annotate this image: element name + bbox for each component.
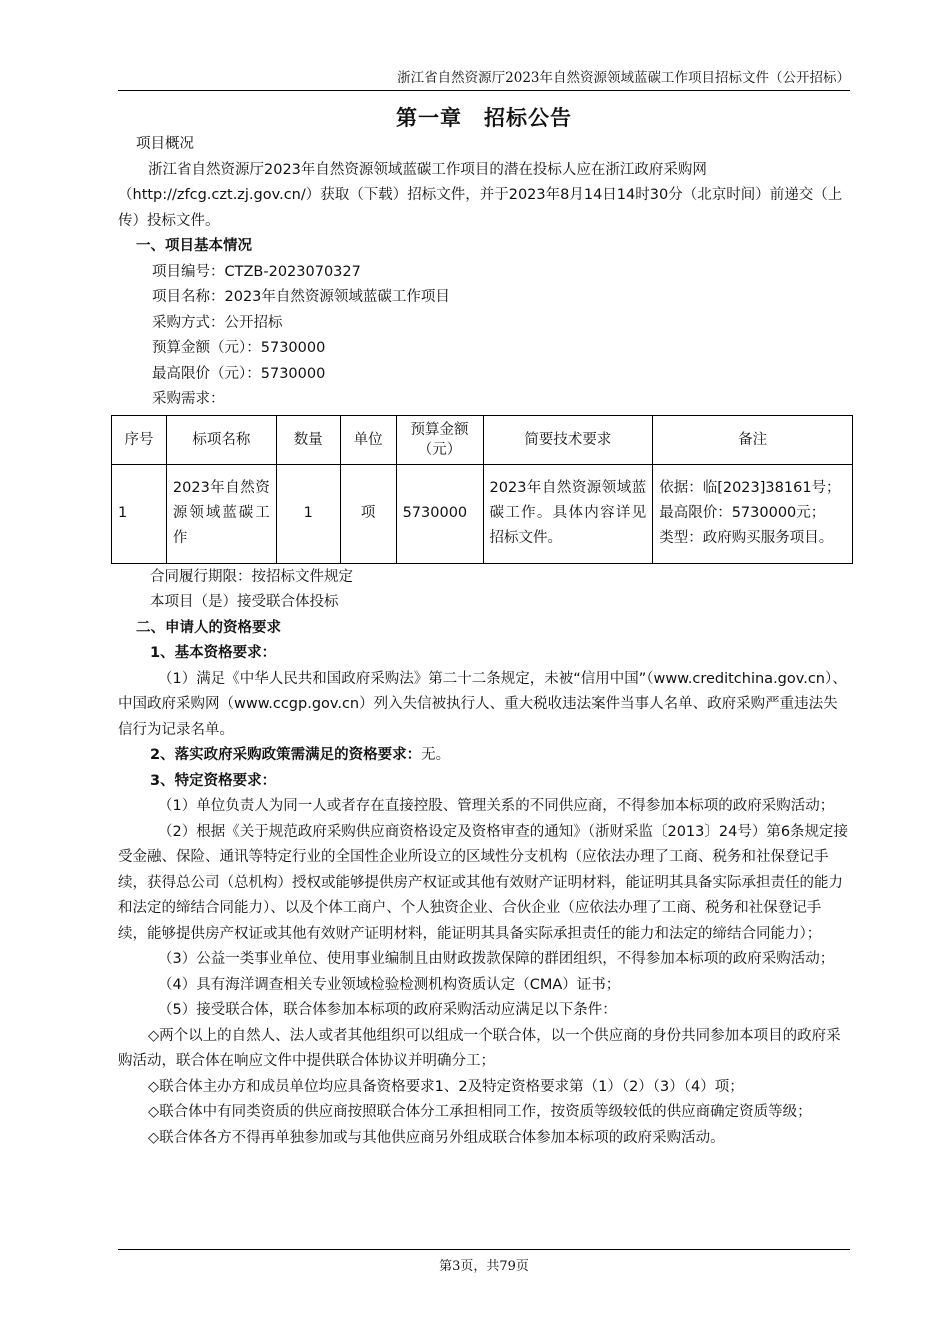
document-body [118, 132, 850, 1151]
table-row [112, 464, 853, 563]
consortium-condition: ◇联合体各方不得再单独参加或与其他供应商另外组成联合体参加本标项的政府采购活动。 [148, 1129, 725, 1146]
cell-budget: 5730000 [396, 464, 483, 563]
special-qual-item: （2）根据《关于规范政府采购供应商资格设定及资格审查的通知》（浙财采监〔2013〕24号）第6条规定接受金融、保险、通讯等特定行业的全国性企业所设立的区域性分支机构（应依法办理了工商、税务和社保登记手续，获得总公司（总机构）授权或能够提供房产权证或其他有效财产证明材料，能证明其具备实际承担责任的能力和法定的缔结合同能力）、以及个体工商户、个人独资企业、合伙企业（应依法办理了工商、税务和社保登记手续，能够提供房产权证或其他有效财产证明材料，能证明其具备实际承担责任的能力和法定的缔结合同能力）； [118, 823, 849, 942]
field-budget: 预算金额（元）：5730000 [152, 340, 326, 356]
special-qual-item: （5）接受联合体，联合体参加本标项的政府采购活动应满足以下条件： [158, 1002, 617, 1018]
col-header: 序号 [112, 415, 167, 464]
page-header: 浙江省自然资源厅2023年自然资源领域蓝碳工作项目招标文件（公开招标） [118, 66, 850, 91]
field-project-no: 项目编号：CTZB-2023070327 [152, 263, 361, 280]
contract-term: 合同履行期限：按招标文件规定 [150, 568, 353, 585]
consortium-note: 本项目（是）接受联合体投标 [150, 594, 339, 610]
policy-qual-value: 无。 [421, 747, 451, 763]
field-project-name: 项目名称：2023年自然资源领域蓝碳工作项目 [152, 289, 450, 305]
cell-no: 1 [112, 464, 167, 563]
overview-heading: 项目概况 [136, 136, 194, 152]
field-max-price: 最高限价（元）：5730000 [152, 365, 326, 382]
cell-remark [653, 464, 853, 563]
col-header: 标项名称 [166, 415, 276, 464]
cell-qty: 1 [276, 464, 340, 563]
table-header-row [112, 415, 853, 464]
chapter-title: 第一章 招标公告 [396, 106, 572, 130]
consortium-condition: ◇联合体主办方和成员单位均应具备资格要求1、2及特定资格要求第（1）（2）（3）（4）项； [148, 1078, 744, 1095]
consortium-condition: ◇两个以上的自然人、法人或者其他组织可以组成一个联合体，以一个供应商的身份共同参加本项目的政府采购活动，联合体在响应文件中提供联合体协议并明确分工； [118, 1027, 841, 1069]
policy-qual-heading: 2、落实政府采购政策需满足的资格要求： [150, 747, 422, 763]
overview-text: 浙江省自然资源厅2023年自然资源领域蓝碳工作项目的潜在投标人应在浙江政府采购网（http://zfcg.czt.zj.gov.cn/）获取（下载）招标文件，并于2023年8月14日14时30分（北京时间）前递交（上传）投标文件。 [118, 161, 843, 229]
col-header: 简要技术要求 [483, 415, 653, 464]
col-header: 数量 [276, 415, 340, 464]
col-header: 预算金额（元） [396, 415, 483, 464]
basic-qual-heading: 1、基本资格要求： [150, 645, 277, 661]
special-qual-item: （3）公益一类事业单位、使用事业编制且由财政拨款保障的群团组织，不得参加本标项的政府采购活动； [158, 951, 835, 967]
cell-tech: 2023年自然资源领域蓝碳工作。具体内容详见招标文件。 [483, 464, 653, 563]
remark-max-price: 最高限价：5730000元； [659, 505, 826, 521]
special-qual-item: （4）具有海洋调查相关专业领域检验检测机构资质认定（CMA）证书； [158, 976, 621, 993]
remark-type: 类型：政府购买服务项目。 [659, 530, 834, 546]
col-header: 备注 [653, 415, 853, 464]
consortium-condition: ◇联合体中有同类资质的供应商按照联合体分工承担相同工作，按资质等级较低的供应商确定资质等级； [148, 1104, 812, 1120]
col-header: 单位 [340, 415, 396, 464]
page-footer: 第3页，共79页 [118, 1249, 850, 1274]
section1-heading: 一、项目基本情况 [136, 238, 252, 254]
policy-qual [118, 743, 850, 769]
special-qual-item: （1）单位负责人为同一人或者存在直接控股、管理关系的不同供应商，不得参加本标项的政府采购活动； [158, 798, 835, 814]
remark-basis: 依据：临[2023]38161号； [659, 480, 841, 496]
section2-heading: 二、申请人的资格要求 [136, 619, 281, 636]
field-procurement-method: 采购方式：公开招标 [152, 314, 283, 331]
special-qual-heading: 3、特定资格要求： [150, 772, 277, 789]
cell-name: 2023年自然资源领域蓝碳工作 [166, 464, 276, 563]
field-requirements: 采购需求： [152, 391, 225, 407]
cell-unit: 项 [340, 464, 396, 563]
basic-qual-text: （1）满足《中华人民共和国政府采购法》第二十二条规定，未被“信用中国”（www.creditchina.gov.cn）、中国政府采购网（www.ccgp.gov.cn）列入失信被执行人、重大税收违法案件当事人名单、政府采购严重违法失信行为记录名单。 [118, 670, 847, 738]
requirements-table [111, 415, 853, 564]
